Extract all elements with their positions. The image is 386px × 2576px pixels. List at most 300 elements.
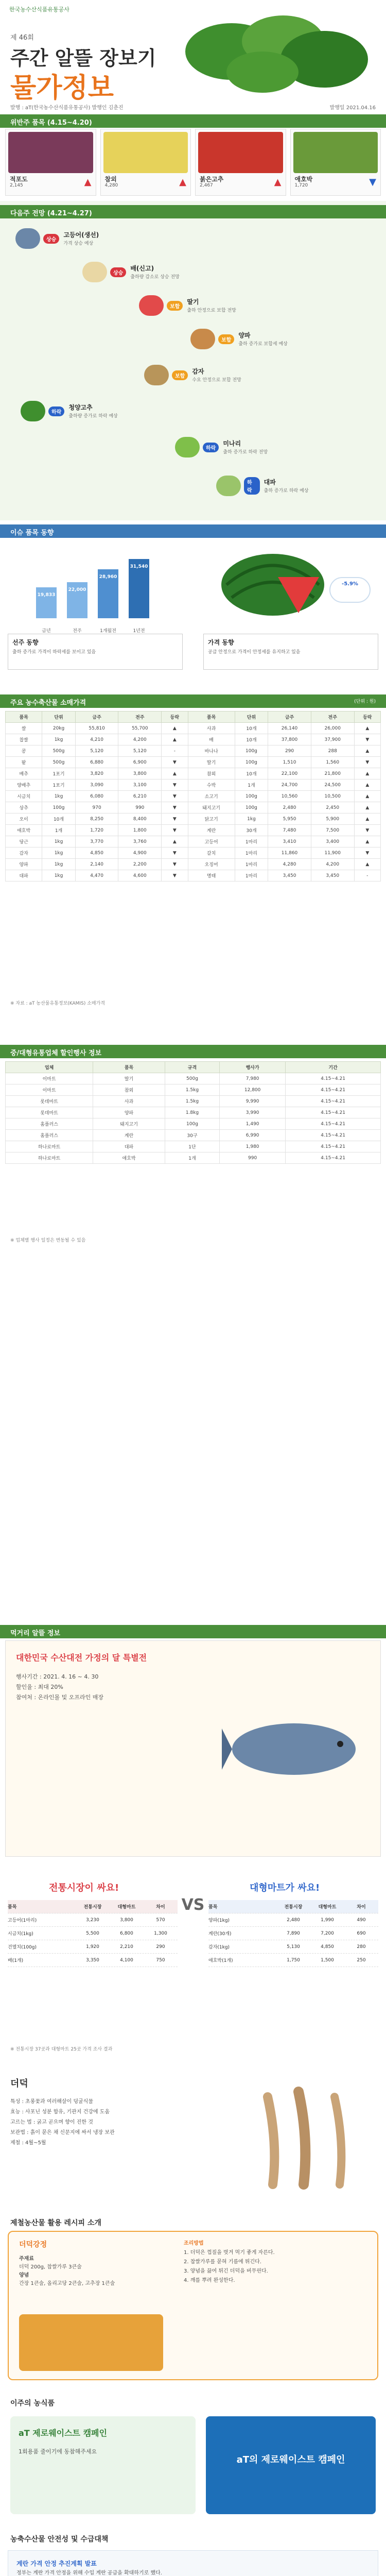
table-note: ※ 자료 : aT 농산물유통정보(KAMIS) 소매가격 bbox=[10, 1001, 105, 1006]
list-item bbox=[208, 1940, 378, 1954]
table-cell: 4,200 bbox=[311, 859, 354, 870]
table-cell: 10,500 bbox=[311, 791, 354, 802]
table-cell: 이마트 bbox=[6, 1084, 93, 1096]
table-cell: ▼ bbox=[162, 825, 188, 836]
pepper-image bbox=[198, 132, 283, 173]
table-cell: ▲ bbox=[354, 802, 380, 814]
table-row bbox=[6, 859, 381, 870]
table-header: 등락 bbox=[162, 711, 188, 723]
list-item bbox=[208, 1913, 378, 1927]
vs-cell: 5,500 bbox=[86, 1930, 99, 1936]
table-cell: 3,090 bbox=[75, 779, 118, 791]
table-cell: 6,210 bbox=[118, 791, 162, 802]
table-cell: 37,900 bbox=[311, 734, 354, 745]
recipe-step: 1. 더덕은 껍질을 벗겨 먹기 좋게 자른다. bbox=[184, 2250, 275, 2256]
table-cell: 1마리 bbox=[235, 848, 268, 859]
flow-item bbox=[82, 260, 259, 284]
table-cell: 양파 bbox=[6, 859, 42, 870]
info-line: 행사기간 : 2021. 4. 16 ~ 4. 30 bbox=[16, 1673, 99, 1680]
deodeok-line: 제철 : 4월~5월 bbox=[10, 2140, 46, 2146]
table-cell: 롯데마트 bbox=[6, 1096, 93, 1107]
table-cell: 계란 bbox=[93, 1130, 165, 1141]
promo-headline: aT 제로웨이스트 캠페인 bbox=[19, 2428, 107, 2438]
table-cell: 8,400 bbox=[118, 814, 162, 825]
table-cell: 24,500 bbox=[311, 779, 354, 791]
table-cell: 3,800 bbox=[118, 768, 162, 779]
vs-cell: 고등어(1마리) bbox=[8, 1918, 37, 1923]
table-cell: 1,720 bbox=[75, 825, 118, 836]
trend-badge: 하락 bbox=[203, 443, 219, 452]
product-card bbox=[5, 129, 96, 196]
table-cell: 4,280 bbox=[268, 859, 311, 870]
food-info-title: 먹거리 알뜰 정보 bbox=[0, 1625, 386, 1638]
table-cell: 오이 bbox=[6, 814, 42, 825]
issue-chart-title: 이슈 품목 동향 bbox=[0, 524, 386, 538]
table-row bbox=[6, 723, 381, 734]
vs-cell: 490 bbox=[357, 1917, 366, 1923]
table-cell: 10개 bbox=[42, 814, 75, 825]
issue-number: 제 46회 bbox=[10, 34, 34, 42]
bar-value: 31,540 bbox=[130, 564, 148, 569]
vs-cell: 4,850 bbox=[321, 1944, 334, 1950]
table-cell: 1마리 bbox=[235, 870, 268, 882]
table-cell: ▼ bbox=[354, 757, 380, 768]
table-cell: ▼ bbox=[162, 859, 188, 870]
table-cell: 명태 bbox=[188, 870, 235, 882]
table-cell: ▲ bbox=[162, 734, 188, 745]
flow-desc: 출하량 증가로 하락 예상 bbox=[68, 414, 118, 419]
table-cell: 4,850 bbox=[75, 848, 118, 859]
vs-cell: 6,800 bbox=[120, 1930, 133, 1936]
vs-cell: 양파(1kg) bbox=[208, 1918, 230, 1923]
vs-cell: 1,920 bbox=[86, 1944, 99, 1950]
table-header: 전주 bbox=[311, 711, 354, 723]
table-cell: 하나로마트 bbox=[6, 1141, 93, 1153]
table-cell: 3,820 bbox=[75, 768, 118, 779]
header bbox=[0, 0, 386, 201]
table-cell: 1개 bbox=[42, 825, 75, 836]
table-cell: 참외 bbox=[188, 768, 235, 779]
promo-title: 이주의 농식품 bbox=[10, 2399, 55, 2408]
table-header: 등락 bbox=[354, 711, 380, 723]
table-cell: 7,980 bbox=[220, 1073, 286, 1084]
bar-label: 금년 bbox=[42, 629, 51, 634]
watermelon-illustration bbox=[216, 546, 329, 618]
flow-desc: 가격 상승 예상 bbox=[63, 241, 94, 247]
table-row bbox=[6, 757, 381, 768]
deodeok-illustration bbox=[247, 2081, 376, 2195]
vs-cell: 4,100 bbox=[120, 1957, 133, 1963]
discount-note: ※ 업체별 행사 일정은 변동될 수 있음 bbox=[10, 1238, 86, 1243]
table-cell: 10개 bbox=[235, 768, 268, 779]
table-cell: ▼ bbox=[354, 825, 380, 836]
food-info-section bbox=[0, 1623, 386, 1870]
traditional-market-panel: 전통시장이 싸요! 품목 전통시장 대형마트 차이 고등어(1마리) 3,230 3,800 570 시금치(1kg) 5,500 6,800 1,300 건멸치(100g) 1,920 2,210 290 배(1개) 3,350 4,100 750 bbox=[8, 1880, 178, 2035]
table-cell: 2,480 bbox=[268, 802, 311, 814]
product-card bbox=[290, 129, 381, 196]
fish-illustration bbox=[222, 1662, 366, 1837]
vs-cell: 7,200 bbox=[321, 1930, 334, 1936]
table-cell: 1,560 bbox=[311, 757, 354, 768]
vs-note: ※ 전통시장 37곳과 대형마트 25곳 가격 조사 결과 bbox=[10, 2047, 113, 2052]
table-cell: 1,490 bbox=[220, 1118, 286, 1130]
table-row bbox=[6, 825, 381, 836]
info-line: 할인율 : 최대 20% bbox=[16, 1683, 63, 1690]
table-row bbox=[6, 734, 381, 745]
product-price: 2,145 bbox=[10, 183, 23, 188]
trend-badge: 보합 bbox=[167, 301, 183, 311]
vs-cell: 3,800 bbox=[120, 1917, 133, 1923]
table-header: 금주 bbox=[268, 711, 311, 723]
table-cell: ▲ bbox=[354, 745, 380, 757]
list-item bbox=[208, 1927, 378, 1940]
table-cell: 21,800 bbox=[311, 768, 354, 779]
table-row bbox=[6, 1130, 381, 1141]
table-row bbox=[6, 814, 381, 825]
table-cell: 100g bbox=[42, 802, 75, 814]
outlook-title: 다음주 전망 (4.21~4.27) bbox=[0, 205, 386, 218]
promo-badge: aT의 제로웨이스트 캠페인 bbox=[206, 2416, 376, 2514]
vs-cell: 감자(1kg) bbox=[208, 1945, 230, 1950]
food-info-headline: 대한민국 수산대전 가정의 달 특별전 bbox=[16, 1653, 147, 1663]
table-cell: 대파 bbox=[6, 870, 42, 882]
flow-title: 고등어(생선) bbox=[63, 231, 99, 239]
top-section-title: 위반주 품목 (4.15~4.20) bbox=[0, 114, 386, 128]
table-cell: 양파 bbox=[93, 1107, 165, 1118]
table-cell: 990 bbox=[118, 802, 162, 814]
bar-value: 28,960 bbox=[99, 574, 117, 580]
table-cell: ▲ bbox=[162, 836, 188, 848]
vs-cell: 1,750 bbox=[287, 1957, 300, 1963]
table-cell: 3,400 bbox=[311, 836, 354, 848]
table-cell: 5,950 bbox=[268, 814, 311, 825]
trend-badge: 상승 bbox=[43, 234, 59, 244]
table-cell: 3,760 bbox=[118, 836, 162, 848]
product-name: 적포도 bbox=[10, 176, 28, 183]
change-bubble: -5.9% bbox=[329, 577, 371, 603]
discount-table bbox=[5, 1061, 381, 1164]
bar-label: 1개월전 bbox=[100, 629, 116, 634]
steps-title: 조리방법 bbox=[184, 2241, 204, 2246]
table-cell: 20kg bbox=[42, 723, 75, 734]
table-row bbox=[6, 848, 381, 859]
table-cell: 애호박 bbox=[93, 1153, 165, 1164]
table-cell: 5,120 bbox=[75, 745, 118, 757]
table-row bbox=[6, 791, 381, 802]
table-cell: 55,700 bbox=[118, 723, 162, 734]
table-cell: 당근 bbox=[6, 836, 42, 848]
market-vs-section bbox=[0, 1875, 386, 2066]
news-heading: 계란 가격 안정 추진계획 발표 bbox=[16, 2560, 97, 2567]
bar-chart bbox=[31, 551, 160, 634]
table-cell: ▲ bbox=[162, 723, 188, 734]
table-cell: 애호박 bbox=[6, 825, 42, 836]
table-cell: 4,600 bbox=[118, 870, 162, 882]
table-cell: ▼ bbox=[162, 848, 188, 859]
top-products bbox=[5, 129, 381, 196]
outlook-section bbox=[0, 201, 386, 520]
promo-left bbox=[10, 2416, 196, 2514]
pear-image bbox=[82, 262, 107, 282]
table-cell: 닭고기 bbox=[188, 814, 235, 825]
table-header: 업체 bbox=[6, 1062, 93, 1073]
table-cell: 돼지고기 bbox=[188, 802, 235, 814]
table-cell: 100g bbox=[235, 802, 268, 814]
table-cell: 1단 bbox=[165, 1141, 219, 1153]
flow-title: 딸기 bbox=[187, 298, 199, 306]
table-cell: 100g bbox=[235, 745, 268, 757]
table-header: 금주 bbox=[75, 711, 118, 723]
supermarket-panel: 대형마트가 싸요! 품목 전통시장 대형마트 차이 양파(1kg) 2,480 1,990 490 계란(30개) 7,890 7,200 690 감자(1kg) 5,130 4,850 280 애호박(1개) 1,750 1,500 250 bbox=[208, 1880, 378, 2035]
table-cell: 500g bbox=[42, 745, 75, 757]
table-cell: 1.5kg bbox=[165, 1084, 219, 1096]
flow-item bbox=[175, 435, 352, 459]
table-cell: 참외 bbox=[93, 1084, 165, 1096]
note-right-title: 가격 동향 bbox=[208, 639, 234, 646]
table-cell: 2,450 bbox=[311, 802, 354, 814]
product-price: 4,280 bbox=[104, 183, 118, 188]
table-row bbox=[6, 836, 381, 848]
table-cell: 1kg bbox=[42, 848, 75, 859]
flow-title: 청양고추 bbox=[68, 404, 93, 412]
flow-title: 미나리 bbox=[223, 440, 241, 448]
table-cell: 1kg bbox=[42, 870, 75, 882]
bar-value: 22,000 bbox=[68, 587, 86, 592]
table-cell: 100g bbox=[165, 1118, 219, 1130]
zucchini-image bbox=[293, 132, 378, 173]
table-cell: 1,980 bbox=[220, 1141, 286, 1153]
table-cell: 5,900 bbox=[311, 814, 354, 825]
table-cell: ▲ bbox=[162, 768, 188, 779]
list-item bbox=[8, 1927, 178, 1940]
table-cell: 1,510 bbox=[268, 757, 311, 768]
table-header: 품목 bbox=[6, 711, 42, 723]
table-cell: 양배추 bbox=[6, 779, 42, 791]
table-row bbox=[6, 745, 381, 757]
table-header: 품목 bbox=[93, 1062, 165, 1073]
table-row bbox=[6, 1073, 381, 1084]
table-cell: 소고기 bbox=[188, 791, 235, 802]
table-cell: 사과 bbox=[93, 1096, 165, 1107]
table-cell: ▼ bbox=[162, 802, 188, 814]
table-cell: 500g bbox=[165, 1073, 219, 1084]
table-cell: 11,900 bbox=[311, 848, 354, 859]
recipe-step: 2. 찹쌀가루를 묻혀 기름에 튀긴다. bbox=[184, 2259, 262, 2265]
vs-cell: 3,230 bbox=[86, 1917, 99, 1923]
vs-cell: 1,500 bbox=[321, 1957, 334, 1963]
table-cell: 30구 bbox=[165, 1130, 219, 1141]
table-cell: 바나나 bbox=[188, 745, 235, 757]
table-cell: 4.15~4.21 bbox=[286, 1130, 381, 1141]
table-cell: 288 bbox=[311, 745, 354, 757]
table-cell: 1개 bbox=[235, 779, 268, 791]
table-cell: 감자 bbox=[6, 848, 42, 859]
table-cell: 8,250 bbox=[75, 814, 118, 825]
flow-item bbox=[144, 363, 321, 387]
recipe-photo bbox=[19, 2314, 163, 2371]
table-cell: 9,990 bbox=[220, 1096, 286, 1107]
table-cell: 오징어 bbox=[188, 859, 235, 870]
vs-cell: 2,210 bbox=[120, 1944, 133, 1950]
table-cell: 배추 bbox=[6, 768, 42, 779]
product-name: 참외 bbox=[104, 176, 117, 183]
product-card bbox=[100, 129, 191, 196]
table-cell: 100g bbox=[235, 757, 268, 768]
table-cell: 찹쌀 bbox=[6, 734, 42, 745]
table-cell: 4.15~4.21 bbox=[286, 1084, 381, 1096]
sauce: 간장 1큰술, 올리고당 2큰술, 고추장 1큰술 bbox=[19, 2281, 115, 2286]
publish-date: 발행일 2021.04.16 bbox=[329, 105, 376, 111]
table-cell: 돼지고기 bbox=[93, 1118, 165, 1130]
table-cell: 24,700 bbox=[268, 779, 311, 791]
table-cell: 290 bbox=[268, 745, 311, 757]
table-row bbox=[6, 1118, 381, 1130]
table-cell: 4.15~4.21 bbox=[286, 1153, 381, 1164]
traditional-title: 전통시장이 싸요! bbox=[49, 1883, 119, 1893]
flow-title: 감자 bbox=[192, 368, 204, 376]
note-right-text: 공급 안정으로 가격이 안정세를 유지하고 있음 bbox=[208, 649, 301, 655]
table-cell: 22,100 bbox=[268, 768, 311, 779]
trend-badge: 하락 bbox=[244, 477, 260, 495]
deodeok-section bbox=[0, 2071, 386, 2205]
bar-label: 1년전 bbox=[133, 629, 145, 634]
table-cell: 970 bbox=[75, 802, 118, 814]
table-cell: 3,990 bbox=[220, 1107, 286, 1118]
vs-cell: 1,300 bbox=[154, 1930, 167, 1936]
table-cell: 100g bbox=[235, 791, 268, 802]
sauce-title: 양념 bbox=[19, 2273, 29, 2278]
bar-label: 전주 bbox=[73, 629, 82, 634]
table-cell: 배 bbox=[188, 734, 235, 745]
vs-cell: 280 bbox=[357, 1944, 366, 1950]
flow-desc: 수요 안정으로 보합 전망 bbox=[192, 378, 241, 383]
table-row bbox=[6, 1084, 381, 1096]
note-right bbox=[203, 634, 378, 670]
table-row bbox=[6, 1141, 381, 1153]
table-cell: 1포기 bbox=[42, 768, 75, 779]
food-info-box bbox=[5, 1640, 381, 1857]
table-row bbox=[6, 1096, 381, 1107]
trend-badge: 하락 bbox=[48, 406, 64, 416]
vs-cell: 250 bbox=[357, 1957, 366, 1963]
table-cell: 30개 bbox=[235, 825, 268, 836]
table-cell: ▼ bbox=[162, 779, 188, 791]
logo: 한국농수산식품유통공사 bbox=[9, 6, 69, 13]
table-cell: 1kg bbox=[42, 836, 75, 848]
table-header: 단위 bbox=[235, 711, 268, 723]
vs-cell: 290 bbox=[156, 1944, 165, 1950]
change-arrow: ▲ bbox=[84, 177, 92, 188]
table-header: 품목 bbox=[188, 711, 235, 723]
table-cell: 하나로마트 bbox=[6, 1153, 93, 1164]
vs-label: VS bbox=[181, 1896, 205, 1914]
table-cell: 4,470 bbox=[75, 870, 118, 882]
table-cell: 2,140 bbox=[75, 859, 118, 870]
onion-image bbox=[190, 329, 215, 349]
table-row bbox=[6, 1107, 381, 1118]
supermarket-title: 대형마트가 싸요! bbox=[250, 1883, 320, 1893]
table-header: 규격 bbox=[165, 1062, 219, 1073]
table-cell: 1kg bbox=[235, 814, 268, 825]
table-cell: 홈플러스 bbox=[6, 1118, 93, 1130]
flow-item bbox=[190, 327, 367, 351]
table-cell: ▲ bbox=[354, 814, 380, 825]
list-item bbox=[8, 1913, 178, 1927]
bar-value: 19,833 bbox=[37, 592, 56, 598]
table-cell: 4,900 bbox=[118, 848, 162, 859]
table-cell: 상추 bbox=[6, 802, 42, 814]
recipe-card bbox=[8, 2231, 378, 2380]
list-item bbox=[208, 1954, 378, 1967]
table-cell: 이마트 bbox=[6, 1073, 93, 1084]
table-cell: 12,800 bbox=[220, 1084, 286, 1096]
flow-desc: 출하 증가로 하락 전망 bbox=[223, 450, 268, 455]
vs-cell: 690 bbox=[357, 1930, 366, 1936]
deodeok-line: 고르는 법 : 굵고 곧으며 향이 진한 것 bbox=[10, 2120, 93, 2125]
vs-cell: 건멸치(100g) bbox=[8, 1945, 37, 1950]
vs-cell: 5,130 bbox=[287, 1944, 300, 1950]
change-arrow: ▲ bbox=[274, 177, 282, 188]
deodeok-line: 특성 : 초롱꽃과 여러해살이 덩굴식물 bbox=[10, 2099, 93, 2105]
bar bbox=[36, 587, 57, 618]
potato-image bbox=[144, 365, 169, 385]
table-cell: 1마리 bbox=[235, 836, 268, 848]
retail-table-title: 주요 농수축산물 소매가격 bbox=[0, 694, 386, 708]
trend-badge: 상승 bbox=[110, 267, 126, 277]
table-cell: 6,900 bbox=[118, 757, 162, 768]
flow-title: 대파 bbox=[264, 479, 276, 486]
table-cell: 6,880 bbox=[75, 757, 118, 768]
table-cell: 2,200 bbox=[118, 859, 162, 870]
pepper-image bbox=[21, 401, 45, 421]
recipe-section bbox=[0, 2215, 386, 2385]
table-cell: ▼ bbox=[354, 848, 380, 859]
promo-sub: 1회용품 줄이기에 동참해주세요 bbox=[19, 2448, 97, 2455]
table-cell: 1kg bbox=[42, 859, 75, 870]
table-cell: 4.15~4.21 bbox=[286, 1141, 381, 1153]
table-cell: ▲ bbox=[354, 723, 380, 734]
table-cell: 3,410 bbox=[268, 836, 311, 848]
table-cell: 콩 bbox=[6, 745, 42, 757]
table-cell: 7,500 bbox=[311, 825, 354, 836]
vs-cell: 계란(30개) bbox=[208, 1931, 232, 1937]
table-cell: 55,810 bbox=[75, 723, 118, 734]
flow-item bbox=[21, 399, 197, 423]
table-cell: 500g bbox=[42, 757, 75, 768]
vs-cell: 1,990 bbox=[321, 1917, 334, 1923]
product-name: 애호박 bbox=[294, 176, 313, 183]
flow-desc: 출하 증가로 하락 예상 bbox=[264, 488, 309, 494]
recipe-step: 3. 양념을 끓여 튀긴 더덕을 버무린다. bbox=[184, 2268, 268, 2274]
note-left-text: 출하 증가로 가격이 하락세를 보이고 있음 bbox=[12, 649, 96, 655]
table-cell: 계란 bbox=[188, 825, 235, 836]
table-header: 단위 bbox=[42, 711, 75, 723]
product-price: 1,720 bbox=[294, 183, 308, 188]
strawberry-image bbox=[139, 295, 164, 316]
flow-desc: 출하 증가로 보합세 예상 bbox=[238, 342, 288, 347]
table-cell: ▲ bbox=[354, 768, 380, 779]
retail-price-section bbox=[0, 690, 386, 1025]
trend-badge: 보합 bbox=[172, 370, 188, 380]
vs-cell: 570 bbox=[156, 1917, 165, 1923]
recipe-name: 더덕강정 bbox=[19, 2241, 47, 2249]
table-cell: ▲ bbox=[354, 859, 380, 870]
recipe-section-title: 제철농산물 활용 레시피 소개 bbox=[10, 2219, 101, 2227]
vs-cell: 2,480 bbox=[287, 1917, 300, 1923]
table-header: 기간 bbox=[286, 1062, 381, 1073]
table-cell: 갈치 bbox=[188, 848, 235, 859]
recipe-step: 4. 깨를 뿌려 완성한다. bbox=[184, 2278, 235, 2283]
